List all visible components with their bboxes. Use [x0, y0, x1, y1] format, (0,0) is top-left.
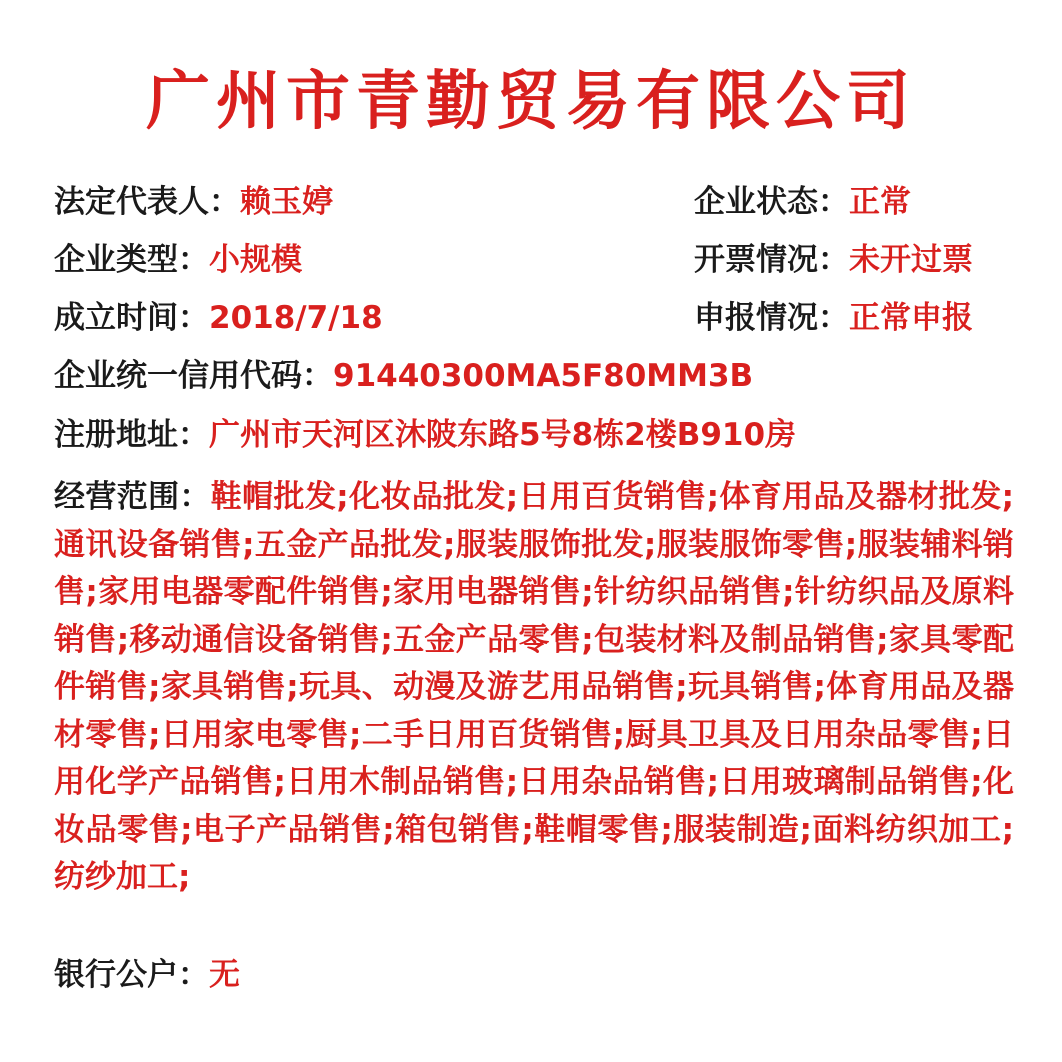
company-type-label: 企业类型：: [54, 242, 209, 278]
filing-label: 申报情况：: [694, 300, 849, 336]
invoice-row: [694, 240, 973, 280]
bank-row: [54, 955, 240, 995]
legal-rep-value: 赖玉婷: [240, 184, 333, 220]
credit-code-row: [54, 356, 753, 396]
founded-label: 成立时间：: [54, 300, 209, 336]
invoice-label: 开票情况：: [694, 242, 849, 278]
invoice-value: 未开过票: [849, 242, 973, 278]
address-label: 注册地址：: [54, 417, 209, 453]
address-value: 广州市天河区沐陂东路5号8栋2楼B910房: [209, 417, 797, 453]
founded-value: 2018/7/18: [209, 300, 383, 336]
status-value: 正常: [849, 184, 911, 220]
legal-rep-label: 法定代表人：: [54, 184, 240, 220]
business-scope-value: 鞋帽批发;化妆品批发;日用百货销售;体育用品及器材批发;通讯设备销售;五金产品批发;服装服饰批发;服装服饰零售;服装辅料销售;家用电器零配件销售;家用电器销售;针纺织品销售;针纺织品及原料销售;移动通信设备销售;五金产品零售;包装材料及制品销售;家具零配件销售;家具销售;玩具、动漫及游艺用品销售;玩具销售;体育用品及器材零售;日用家电零售;二手日用百货销售;厨具卫具及日用杂品零售;日用化学产品销售;日用木制品销售;日用杂品销售;日用玻璃制品销售;化妆品零售;电子产品销售;箱包销售;鞋帽零售;服装制造;面料纺织加工;纺纱加工;: [54, 479, 1015, 895]
legal-rep-row: [54, 182, 333, 222]
company-type-value: 小规模: [209, 242, 302, 278]
filing-value: 正常申报: [849, 300, 973, 336]
credit-code-value: 91440300MA5F80MM3B: [333, 358, 754, 394]
company-type-row: [54, 240, 302, 280]
status-row: [694, 182, 911, 222]
bank-value: 无: [209, 957, 240, 993]
status-label: 企业状态：: [694, 184, 849, 220]
business-scope-label: 经营范围：: [54, 479, 211, 515]
business-scope-block: [54, 474, 1014, 902]
company-name-title: 广州市青勤贸易有限公司: [146, 65, 916, 139]
filing-row: [694, 298, 973, 338]
founded-row: [54, 298, 383, 338]
credit-code-label: 企业统一信用代码：: [54, 358, 333, 394]
bank-label: 银行公户：: [54, 957, 209, 993]
address-row: [54, 415, 796, 455]
